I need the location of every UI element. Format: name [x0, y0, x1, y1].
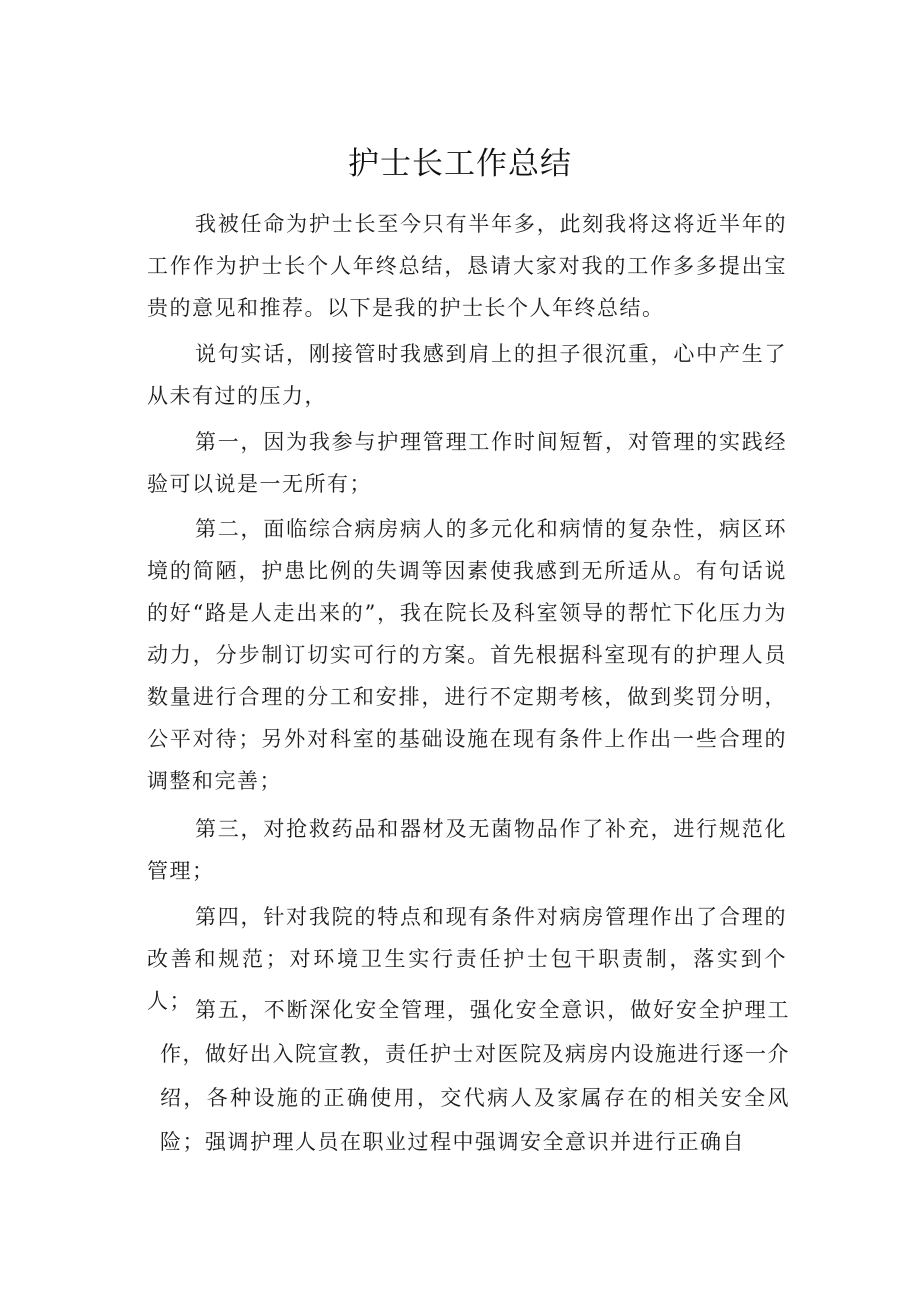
paragraph-first: 第一，因为我参与护理管理工作时间短暂，对管理的实践经验可以说是一无所有； [147, 430, 787, 496]
paragraph-third: 第三，对抢救药品和器材及无菌物品作了补充，进行规范化管理； [147, 817, 787, 883]
paragraph-intro: 我被任命为护士长至今只有半年多，此刻我将这将近半年的工作作为护士长个人年终总结，恳请大家对我的工作多多提出宝贵的意见和推荐。以下是我的护士长个人年终总结。 [147, 212, 787, 320]
paragraph-pressure: 说句实话，刚接管时我感到肩上的担子很沉重，心中产生了从未有过的压力， [147, 342, 787, 408]
paragraph-second: 第二，面临综合病房病人的多元化和病情的复杂性，病区环境的简陋，护患比例的失调等因素使我感到无所适从。有句话说的好“路是人走出来的”，我在院长及科室领导的帮忙下化压力为动力，分步制订切实可行的方案。首先根据科室现有的护理人员数量进行合理的分工和安排，进行不定期考核，做到奖罚分明，公平对待；另外对科室的基础设施在现有条件上作出一些合理的调整和完善； [147, 517, 787, 793]
paragraph-fourth: 第四，针对我院的特点和现有条件对病房管理作出了合理的改善和规范；对环境卫生实行责任护士包干职责制，落实到个人； [147, 905, 787, 1013]
document-title: 护士长工作总结 [348, 146, 572, 182]
paragraph-fifth: 第五，不断深化安全管理，强化安全意识，做好安全护理工作，做好出入院宣教，责任护士对医院及病房内设施进行逐一介绍，各种设施的正确使用，交代病人及家属存在的相关安全风险；强调护理人员在职业过程中强调安全意识并进行正确自 [160, 998, 790, 1154]
